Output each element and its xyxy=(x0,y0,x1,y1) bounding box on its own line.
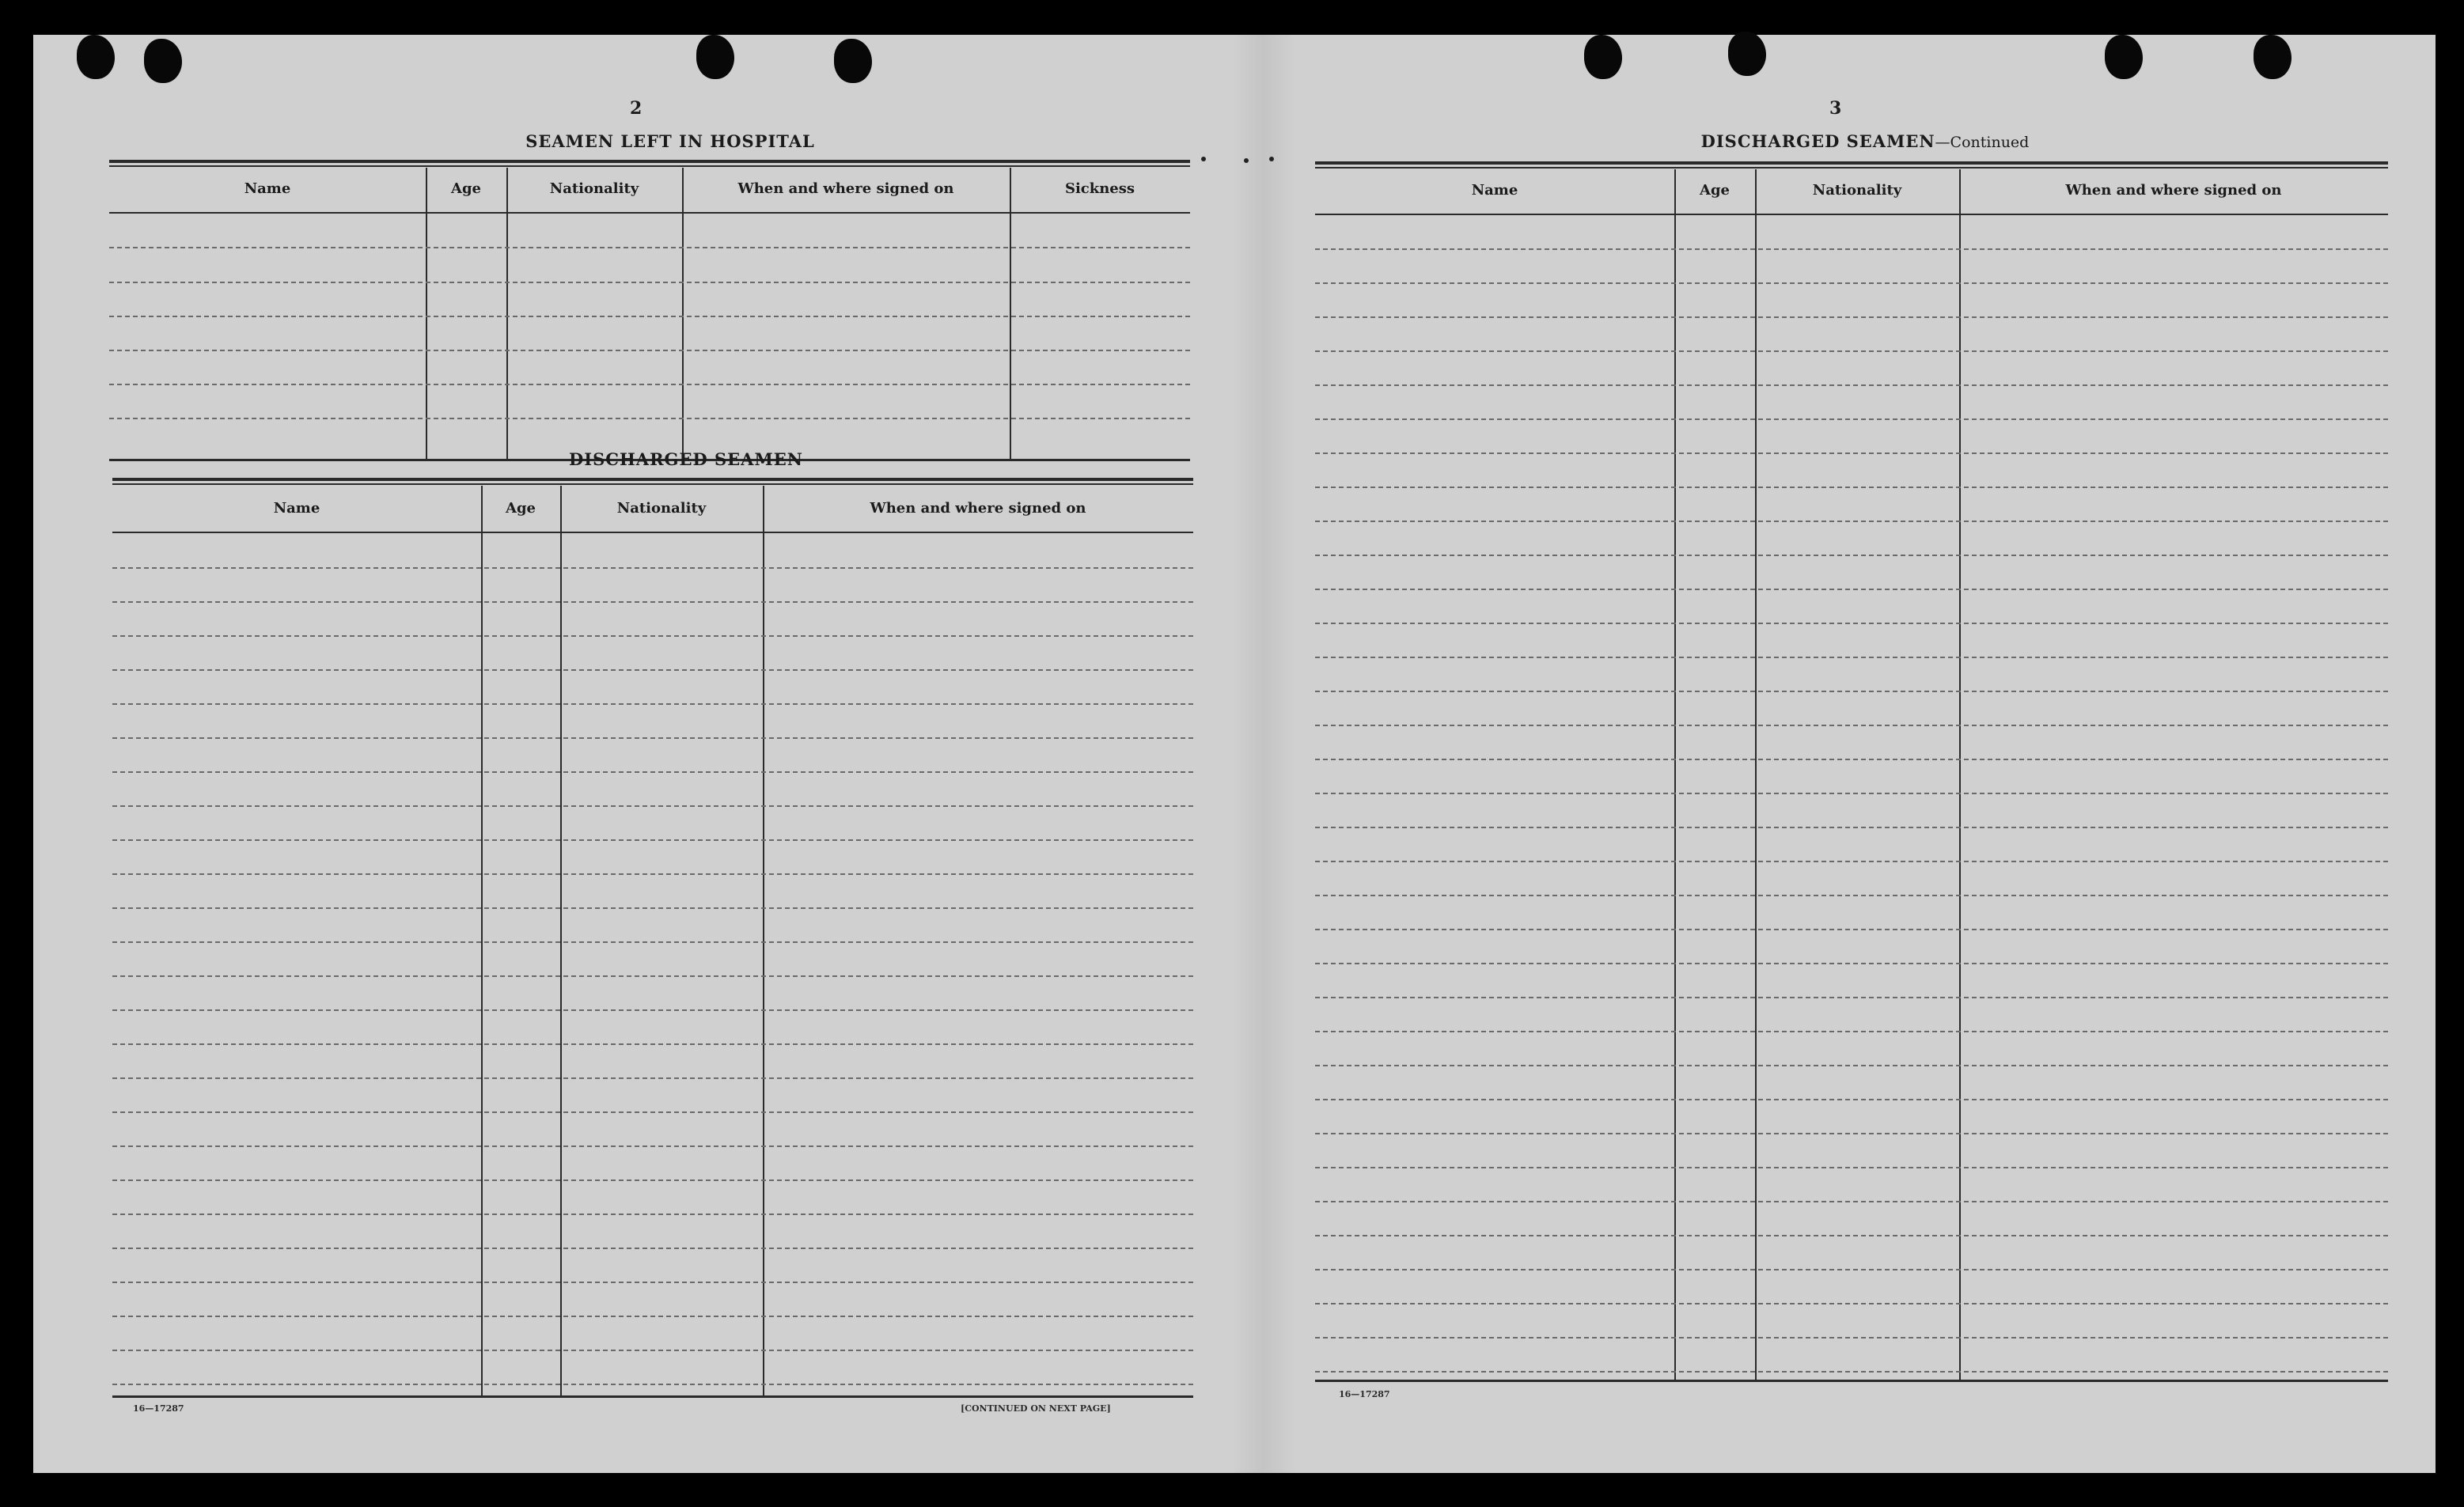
continued-note: [CONTINUED ON NEXT PAGE] xyxy=(961,1403,1111,1414)
hospital-table xyxy=(109,160,1190,464)
punch-hole xyxy=(2105,35,2143,79)
col-header-nationality: Nationality xyxy=(616,500,707,517)
col-header-when-where: When and where signed on xyxy=(870,500,1086,517)
col-header-sickness: Sickness xyxy=(1064,180,1135,197)
punch-hole xyxy=(696,35,734,79)
punch-hole xyxy=(834,39,872,83)
punch-hole xyxy=(2254,35,2292,79)
stray-mark xyxy=(1201,157,1206,161)
col-header-age: Age xyxy=(1699,182,1730,199)
stray-mark xyxy=(1244,158,1249,163)
form-code-right: 16—17287 xyxy=(1339,1389,1390,1399)
col-header-when-where: When and where signed on xyxy=(737,180,954,197)
col-header-age: Age xyxy=(505,500,536,517)
section-title-hospital: SEAMEN LEFT IN HOSPITAL xyxy=(525,131,815,151)
col-header-name: Name xyxy=(273,500,320,517)
punch-hole xyxy=(144,39,182,83)
col-header-when-where: When and where signed on xyxy=(2065,182,2282,199)
col-header-nationality: Nationality xyxy=(549,180,639,197)
title-main: DISCHARGED SEAMEN xyxy=(1700,131,1935,151)
col-header-name: Name xyxy=(1471,182,1518,199)
title-suffix: —Continued xyxy=(1935,134,2030,151)
discharged-table-right xyxy=(1315,161,2388,1411)
section-title-discharged: DISCHARGED SEAMEN xyxy=(569,449,803,469)
stray-mark xyxy=(1269,157,1274,161)
col-header-name: Name xyxy=(244,180,291,197)
form-code-left: 16—17287 xyxy=(133,1403,184,1414)
section-title-discharged-continued xyxy=(1584,131,2146,151)
discharged-table-left xyxy=(112,478,1193,1427)
col-header-age: Age xyxy=(450,180,481,197)
page-fold xyxy=(1232,35,1295,1473)
punch-hole xyxy=(1584,35,1622,79)
punch-hole xyxy=(77,35,115,79)
page-number-right: 3 xyxy=(1829,98,1842,119)
punch-hole xyxy=(1728,32,1766,76)
scanned-document xyxy=(33,35,2436,1473)
page-number-left: 2 xyxy=(630,98,643,119)
col-header-nationality: Nationality xyxy=(1812,182,1902,199)
